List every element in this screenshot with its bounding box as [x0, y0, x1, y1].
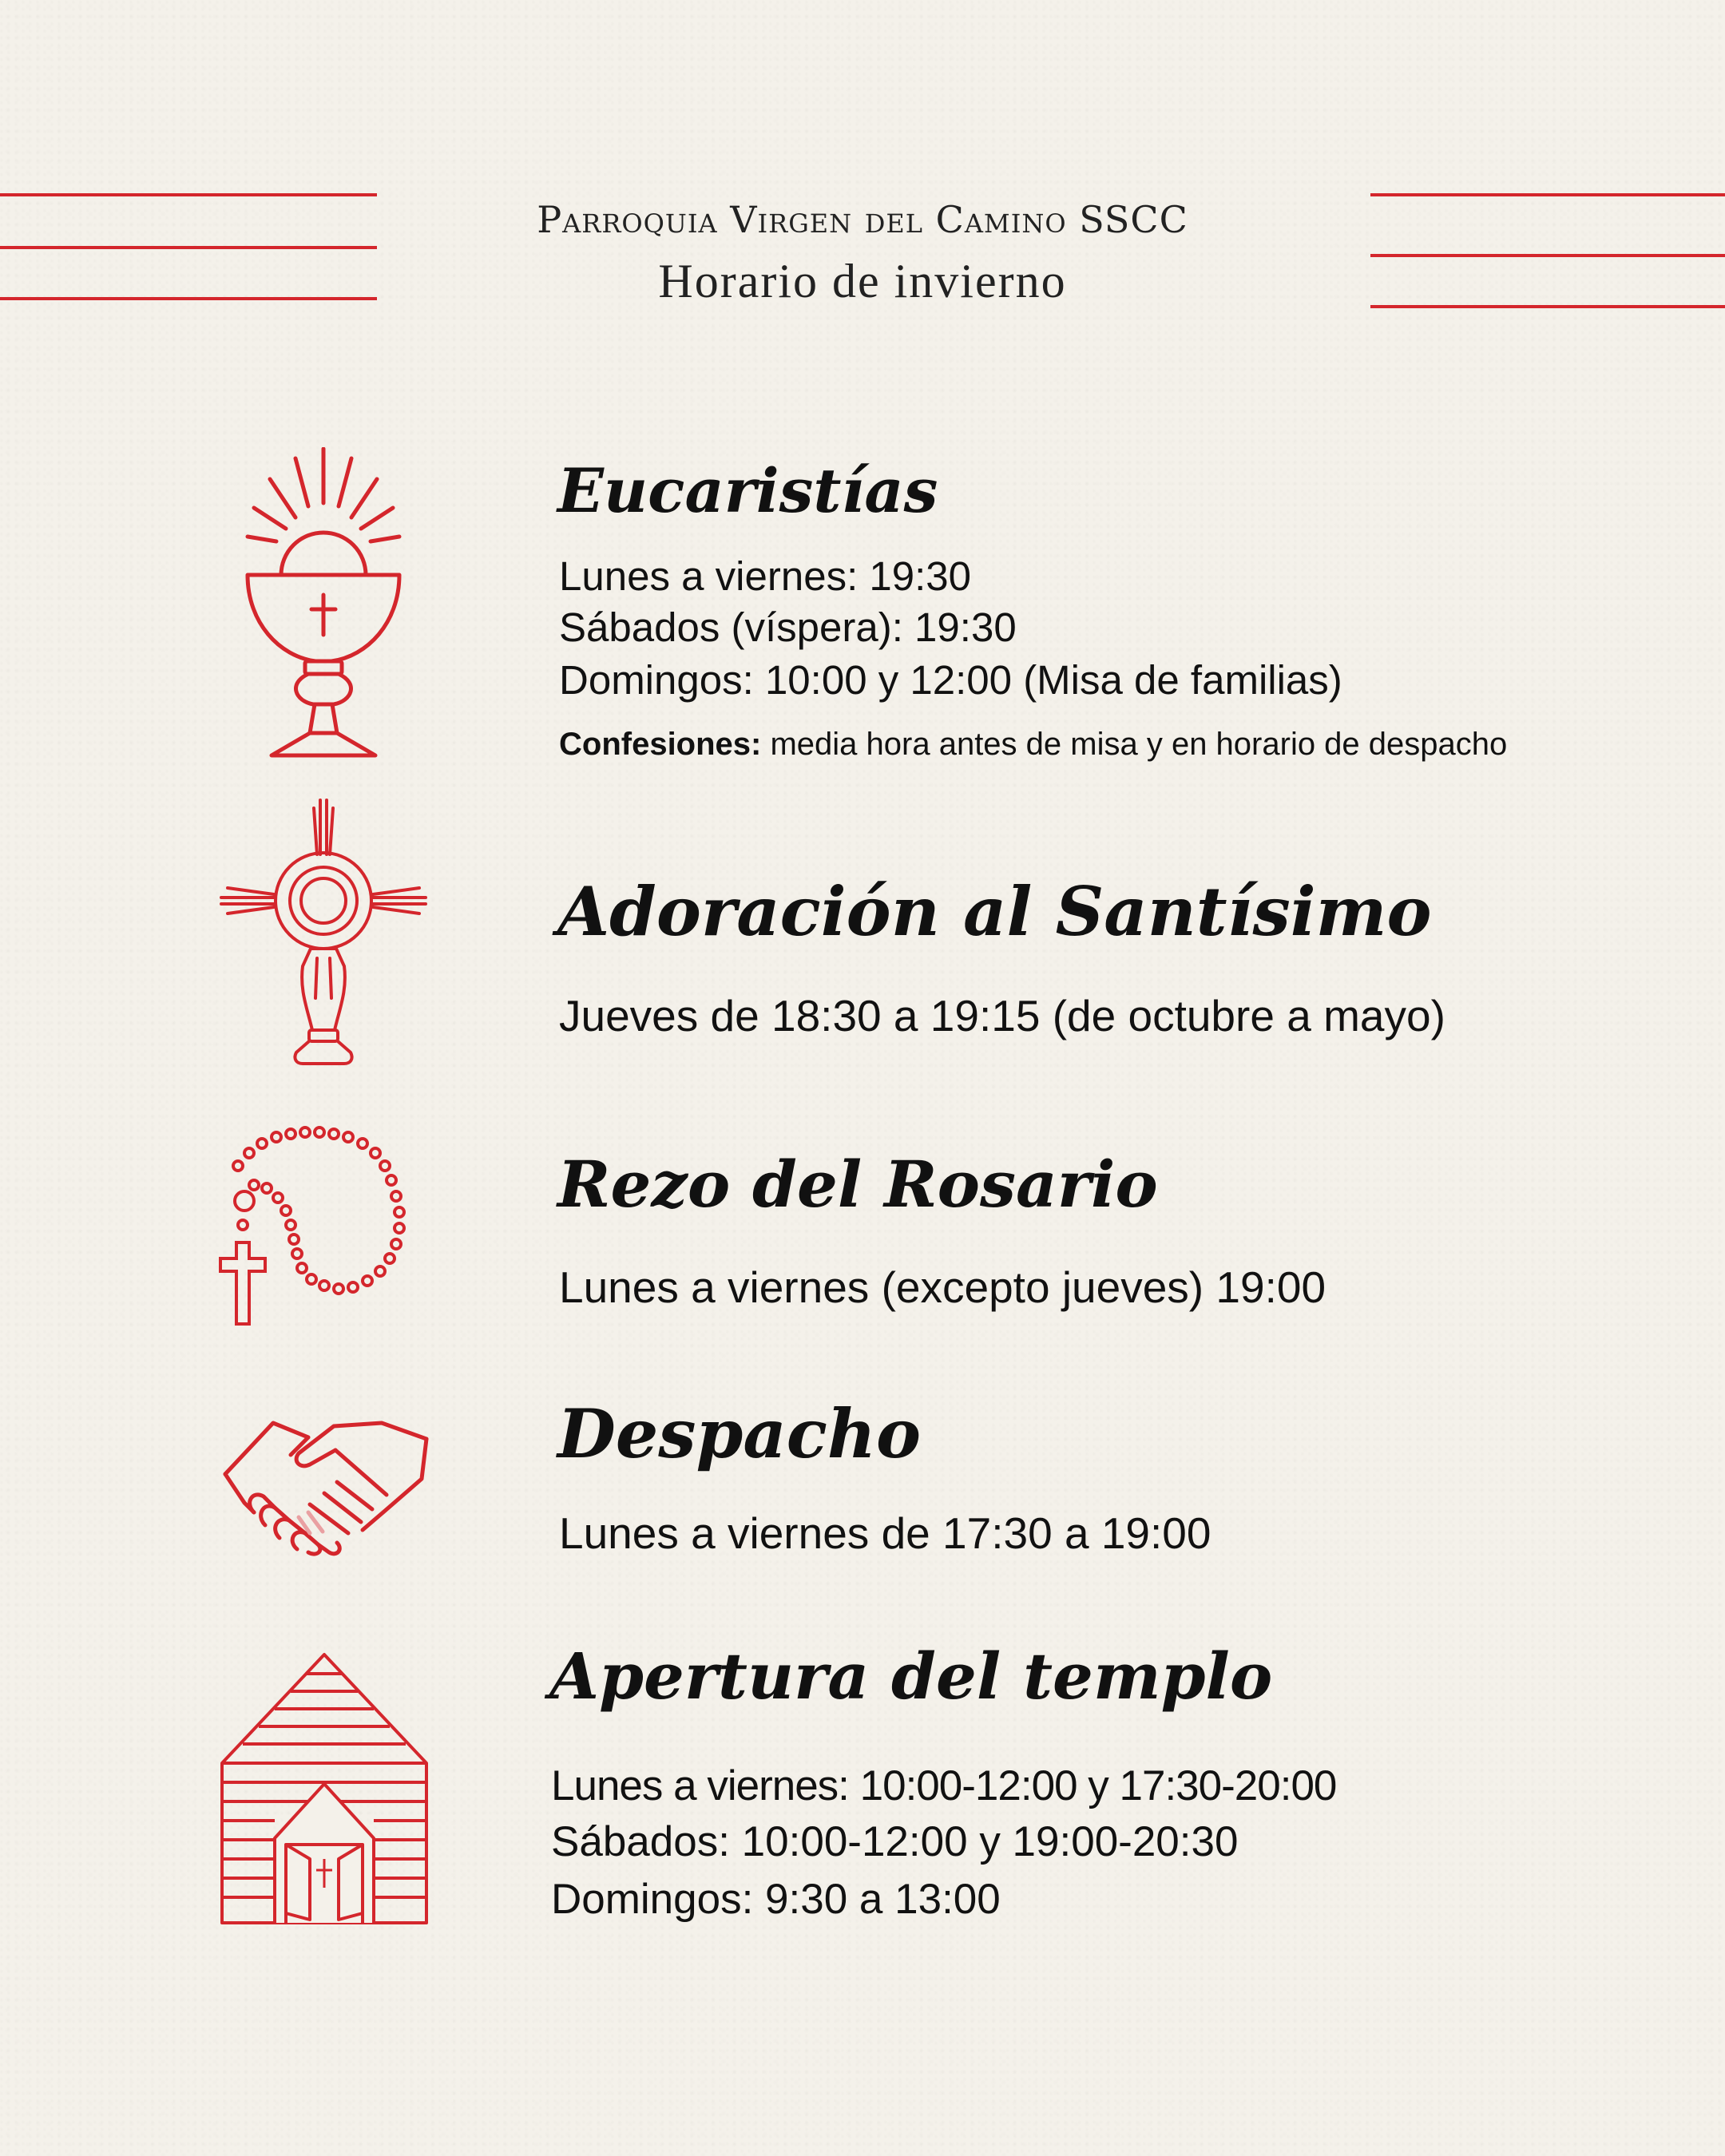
chalice-icon — [240, 447, 415, 759]
section-title-adoracion: Adoración al Santísimo — [557, 872, 1432, 951]
eucaristias-line-2: Sábados (víspera): 19:30 — [559, 604, 1017, 650]
rosario-line-1: Lunes a viernes (excepto jueves) 19:00 — [559, 1262, 1326, 1312]
rosary-icon — [214, 1121, 430, 1329]
church-icon — [219, 1650, 430, 1926]
header-rule-right-1 — [1370, 193, 1725, 196]
confesiones-text: media hora antes de misa y en horario de despacho — [761, 727, 1508, 762]
parish-name: Parroquia Virgen del Camino SSCC — [537, 198, 1188, 241]
apertura-line-3: Domingos: 9:30 a 13:00 — [551, 1876, 1001, 1923]
schedule-subtitle: Horario de invierno — [658, 255, 1067, 307]
section-title-despacho: Despacho — [557, 1394, 921, 1473]
section-title-apertura: Apertura del templo — [549, 1639, 1273, 1714]
handshake-icon — [222, 1413, 430, 1557]
apertura-line-2: Sábados: 10:00-12:00 y 19:00-20:30 — [551, 1818, 1239, 1865]
section-title-eucaristias: Eucaristías — [557, 455, 938, 526]
apertura-line-1: Lunes a viernes: 10:00-12:00 y 17:30-20:00 — [551, 1762, 1337, 1809]
eucaristias-line-1: Lunes a viernes: 19:30 — [559, 553, 972, 599]
header-rule-left-1 — [0, 193, 377, 196]
monstrance-icon — [220, 799, 427, 1070]
adoracion-line-1: Jueves de 18:30 a 19:15 (de octubre a mayo) — [559, 991, 1445, 1040]
confesiones-label: Confesiones: — [559, 727, 762, 762]
eucaristias-line-3: Domingos: 10:00 y 12:00 (Misa de familias) — [559, 657, 1342, 703]
despacho-line-1: Lunes a viernes de 17:30 a 19:00 — [559, 1508, 1211, 1558]
section-title-rosario: Rezo del Rosario — [557, 1147, 1158, 1222]
confesiones-note — [559, 727, 1507, 763]
header-rule-left-2 — [0, 246, 377, 249]
